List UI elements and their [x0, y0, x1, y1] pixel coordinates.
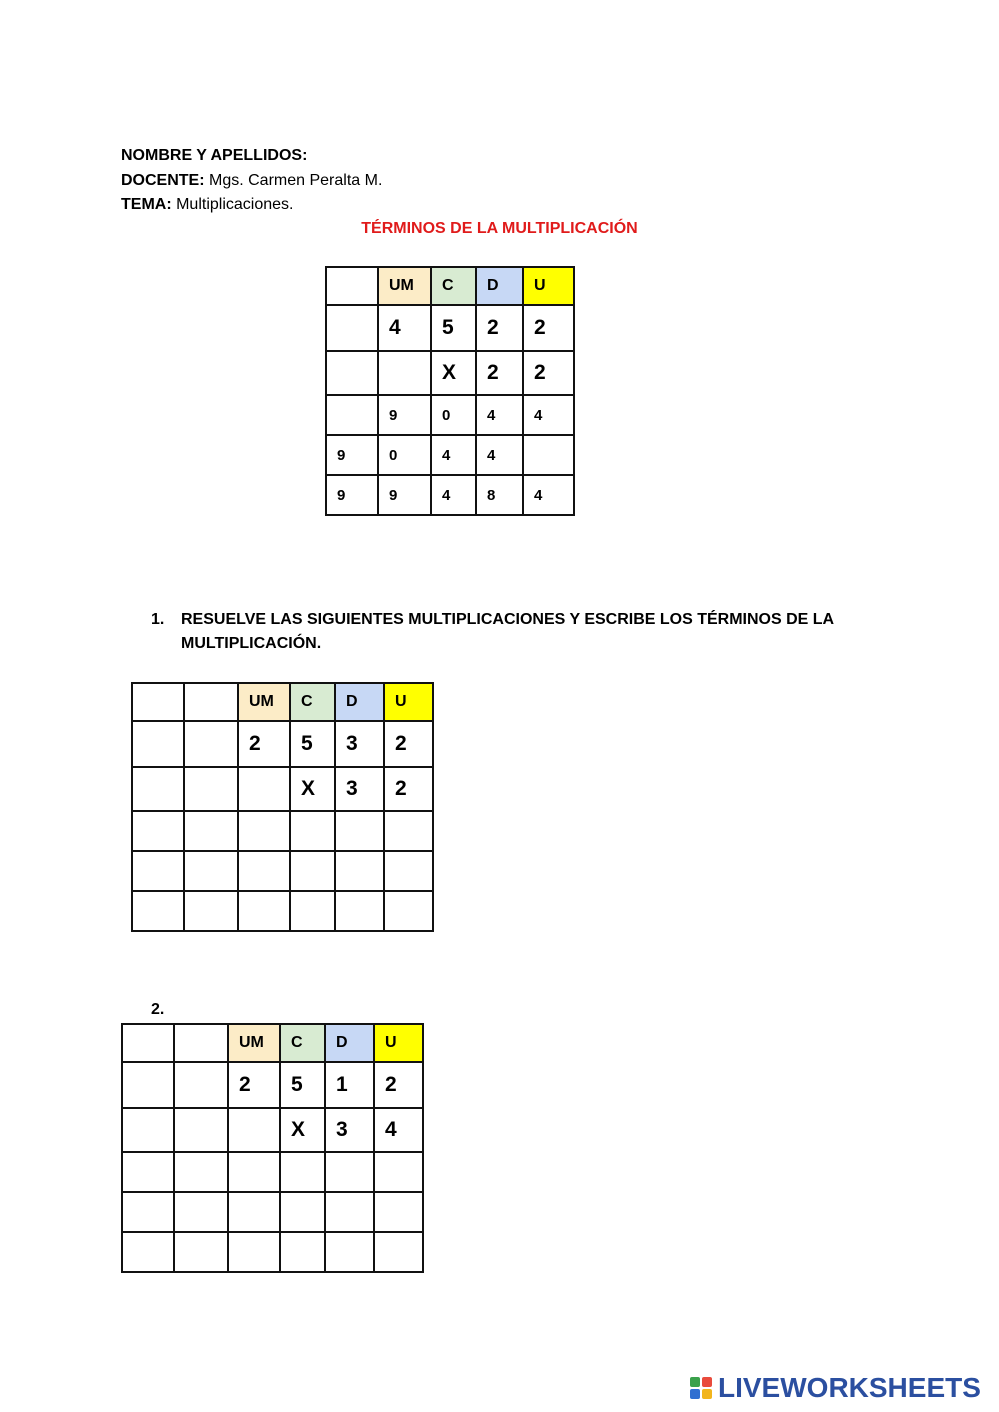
table-cell	[122, 1062, 174, 1108]
docente-label: DOCENTE:	[121, 172, 205, 189]
answer-cell[interactable]	[280, 1192, 325, 1232]
table-cell: 0	[378, 435, 431, 475]
table-row	[132, 767, 433, 811]
table-cell: 3	[335, 767, 384, 811]
logo-mark-icon	[690, 1377, 712, 1399]
answer-row	[132, 891, 433, 931]
answer-row	[132, 811, 433, 851]
table-cell: 2	[476, 351, 523, 395]
logo-text: LIVEWORKSHEETS	[718, 1372, 981, 1403]
answer-cell[interactable]	[238, 891, 290, 931]
answer-cell[interactable]	[238, 851, 290, 891]
table-cell: 3	[325, 1108, 374, 1152]
table-cell: X	[431, 351, 476, 395]
header-cell	[132, 683, 184, 721]
answer-cell[interactable]	[335, 891, 384, 931]
table-cell: 5	[280, 1062, 325, 1108]
answer-cell[interactable]	[280, 1152, 325, 1192]
table-header-row	[326, 267, 574, 305]
nombre-line	[121, 146, 307, 166]
logo-square-l	[690, 1377, 700, 1387]
table-cell: 9	[326, 435, 378, 475]
answer-cell[interactable]	[122, 1192, 174, 1232]
answer-row	[122, 1192, 423, 1232]
example-table	[325, 266, 575, 516]
table-cell: 4	[523, 395, 574, 435]
answer-cell[interactable]	[384, 891, 433, 931]
table-cell: 4	[431, 475, 476, 515]
answer-cell[interactable]	[184, 811, 238, 851]
answer-cell[interactable]	[374, 1192, 423, 1232]
logo-square-i	[702, 1377, 712, 1387]
answer-cell[interactable]	[290, 891, 335, 931]
answer-cell[interactable]	[290, 811, 335, 851]
table-row	[122, 1062, 423, 1108]
tema-value: Multiplicaciones.	[171, 196, 294, 213]
table-cell: X	[280, 1108, 325, 1152]
exercise-2-table	[121, 1023, 424, 1273]
table-row	[326, 475, 574, 515]
table-cell: 4	[523, 475, 574, 515]
table-header-row	[132, 683, 433, 721]
table-cell: 5	[431, 305, 476, 351]
answer-row	[122, 1152, 423, 1192]
header-cell-um: UM	[238, 683, 290, 721]
answer-cell[interactable]	[174, 1152, 228, 1192]
table-cell	[174, 1108, 228, 1152]
answer-cell[interactable]	[290, 851, 335, 891]
table-cell: 5	[290, 721, 335, 767]
header-cell-um: UM	[228, 1024, 280, 1062]
table-cell: 3	[335, 721, 384, 767]
table-cell	[238, 767, 290, 811]
header-cell-d: D	[476, 267, 523, 305]
answer-cell[interactable]	[122, 1152, 174, 1192]
table-cell: 4	[431, 435, 476, 475]
answer-cell[interactable]	[325, 1152, 374, 1192]
table-cell: 2	[523, 305, 574, 351]
header-cell-d: D	[325, 1024, 374, 1062]
nombre-label: NOMBRE Y APELLIDOS:	[121, 147, 308, 164]
table-cell: 2	[228, 1062, 280, 1108]
header-cell	[174, 1024, 228, 1062]
table-row	[326, 395, 574, 435]
table-cell	[228, 1108, 280, 1152]
instruction-text: RESUELVE LAS SIGUIENTES MULTIPLICACIONES Y ESCRIBE LOS TÉRMINOS DE LA MULTIPLICACIÓN.	[181, 611, 834, 652]
table-cell: 2	[238, 721, 290, 767]
instruction-2: 2.	[151, 1001, 165, 1018]
answer-cell[interactable]	[228, 1152, 280, 1192]
answer-cell[interactable]	[384, 811, 433, 851]
answer-cell[interactable]	[132, 891, 184, 931]
answer-cell[interactable]	[122, 1232, 174, 1272]
table-row	[122, 1108, 423, 1152]
table-row	[132, 721, 433, 767]
header-cell-c: C	[280, 1024, 325, 1062]
answer-cell[interactable]	[228, 1232, 280, 1272]
logo-square-e	[702, 1389, 712, 1399]
answer-cell[interactable]	[238, 811, 290, 851]
answer-row	[132, 851, 433, 891]
table-cell: 1	[325, 1062, 374, 1108]
header-cell-d: D	[335, 683, 384, 721]
header-cell-c: C	[290, 683, 335, 721]
answer-cell[interactable]	[374, 1152, 423, 1192]
table-cell	[132, 721, 184, 767]
answer-cell[interactable]	[174, 1232, 228, 1272]
table-cell	[132, 767, 184, 811]
answer-cell[interactable]	[174, 1192, 228, 1232]
table-row	[326, 351, 574, 395]
answer-cell[interactable]	[374, 1232, 423, 1272]
answer-cell[interactable]	[325, 1192, 374, 1232]
answer-cell[interactable]	[132, 811, 184, 851]
table-cell	[378, 351, 431, 395]
page-title: TÉRMINOS DE LA MULTIPLICACIÓN	[361, 220, 638, 237]
table-cell: 9	[378, 475, 431, 515]
answer-cell[interactable]	[325, 1232, 374, 1272]
answer-row	[122, 1232, 423, 1272]
answer-cell[interactable]	[228, 1192, 280, 1232]
docente-value: Mgs. Carmen Peralta M.	[204, 172, 383, 189]
answer-cell[interactable]	[280, 1232, 325, 1272]
table-cell: 2	[384, 767, 433, 811]
liveworksheets-logo[interactable]	[690, 1373, 981, 1403]
table-cell: 9	[378, 395, 431, 435]
answer-cell[interactable]	[184, 891, 238, 931]
table-cell: 4	[476, 435, 523, 475]
table-cell	[184, 721, 238, 767]
table-row	[326, 435, 574, 475]
table-cell: 2	[384, 721, 433, 767]
table-cell	[326, 351, 378, 395]
table-cell	[174, 1062, 228, 1108]
table-cell	[326, 305, 378, 351]
header-cell-u: U	[384, 683, 433, 721]
table-cell	[122, 1108, 174, 1152]
answer-cell[interactable]	[184, 851, 238, 891]
table-cell: 2	[476, 305, 523, 351]
header-cell	[122, 1024, 174, 1062]
table-cell: 2	[374, 1062, 423, 1108]
instruction-number: 1.	[151, 611, 165, 628]
docente-line	[121, 171, 382, 191]
header-cell	[184, 683, 238, 721]
table-cell: 2	[523, 351, 574, 395]
answer-cell[interactable]	[335, 851, 384, 891]
table-cell	[523, 435, 574, 475]
header-cell-um: UM	[378, 267, 431, 305]
table-cell: 0	[431, 395, 476, 435]
table-cell: X	[290, 767, 335, 811]
logo-square-v	[690, 1389, 700, 1399]
tema-line	[121, 195, 293, 215]
header-cell-c: C	[431, 267, 476, 305]
table-row	[326, 305, 574, 351]
answer-cell[interactable]	[384, 851, 433, 891]
tema-label: TEMA:	[121, 196, 172, 213]
header-cell-u: U	[374, 1024, 423, 1062]
table-cell: 4	[476, 395, 523, 435]
header-cell	[326, 267, 378, 305]
table-cell: 4	[374, 1108, 423, 1152]
table-cell	[184, 767, 238, 811]
table-cell: 8	[476, 475, 523, 515]
answer-cell[interactable]	[335, 811, 384, 851]
table-header-row	[122, 1024, 423, 1062]
table-cell: 4	[378, 305, 431, 351]
table-cell	[326, 395, 378, 435]
table-cell: 9	[326, 475, 378, 515]
answer-cell[interactable]	[132, 851, 184, 891]
header-cell-u: U	[523, 267, 574, 305]
exercise-1-table	[131, 682, 434, 932]
